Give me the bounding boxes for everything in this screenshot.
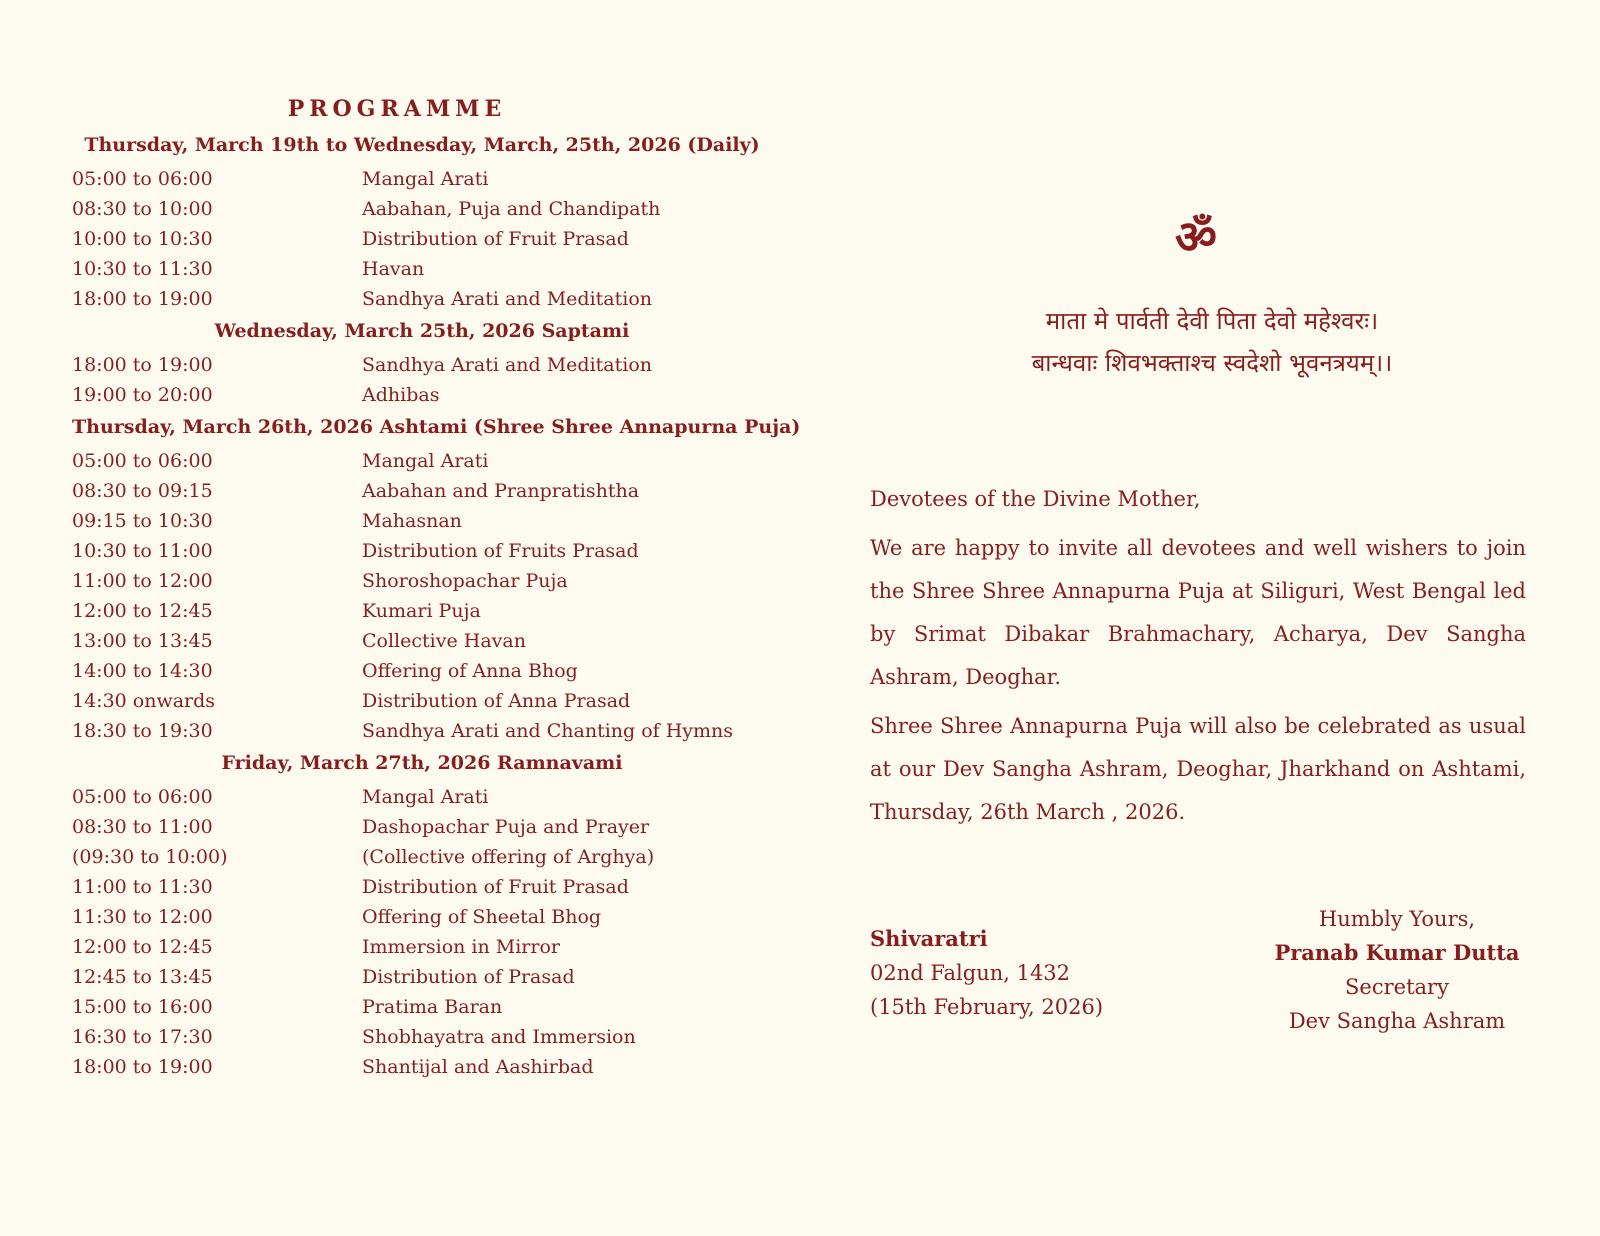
schedule-event: Kumari Puja <box>362 600 481 622</box>
section-heading: Thursday, March 19th to Wednesday, March, 25th, 2026 (Daily) <box>84 134 760 156</box>
schedule-row <box>72 716 772 746</box>
schedule-row <box>72 446 772 476</box>
section-heading: Wednesday, March 25th, 2026 Saptami <box>214 320 630 342</box>
schedule-event: Distribution of Prasad <box>362 966 575 988</box>
schedule-time: 10:30 to 11:00 <box>72 540 213 562</box>
schedule-row <box>72 656 772 686</box>
schedule-event: Dashopachar Puja and Prayer <box>362 816 650 838</box>
schedule-row <box>72 506 772 536</box>
schedule-event: Offering of Sheetal Bhog <box>362 906 602 928</box>
schedule-time: 05:00 to 06:00 <box>72 786 213 808</box>
schedule-row <box>72 782 772 812</box>
schedule-row <box>72 686 772 716</box>
schedule-event: Offering of Anna Bhog <box>362 660 578 682</box>
schedule-row <box>72 164 772 194</box>
schedule-time: 11:00 to 12:00 <box>72 570 213 592</box>
schedule-event: Aabahan, Puja and Chandipath <box>362 198 661 220</box>
bengali-date: 02nd Falgun, 1432 <box>870 961 1071 985</box>
schedule-event: Sandhya Arati and Meditation <box>362 354 653 376</box>
schedule-time: 14:30 onwards <box>72 690 216 712</box>
schedule-event: Immersion in Mirror <box>362 936 560 958</box>
schedule-row <box>72 872 772 902</box>
schedule-event: Mangal Arati <box>362 168 489 190</box>
sanskrit-verse <box>982 300 1442 384</box>
schedule-row <box>72 284 772 314</box>
programme-title: PROGRAMME <box>287 96 507 122</box>
schedule-event: Shantijal and Aashirbad <box>362 1056 594 1078</box>
schedule-row <box>72 902 772 932</box>
schedule-row <box>72 932 772 962</box>
schedule-row <box>72 1052 772 1082</box>
schedule-time: 12:00 to 12:45 <box>72 600 213 622</box>
verse-line-2: बान्धवाः शिवभक्ताश्च स्वदेशो भूवनत्रयम्।। <box>1031 349 1393 377</box>
schedule-row <box>72 1022 772 1052</box>
signatory-name: Pranab Kumar Dutta <box>1274 940 1520 965</box>
schedule-time: 11:00 to 11:30 <box>72 876 213 898</box>
schedule-time: 14:00 to 14:30 <box>72 660 213 682</box>
schedule-time: 08:30 to 09:15 <box>72 480 213 502</box>
schedule-time: 18:00 to 19:00 <box>72 288 213 310</box>
schedule-event: Adhibas <box>362 384 440 406</box>
schedule-row <box>72 476 772 506</box>
schedule-time: 18:00 to 19:00 <box>72 354 213 376</box>
occasion-label: Shivaratri <box>870 926 988 951</box>
schedule-event: Distribution of Anna Prasad <box>362 690 631 712</box>
letter-paragraph-1: We are happy to invite all devotees and well wishers to join the Shree Shree Annapurna Puja at Siliguri, West Bengal led by Srimat Dibakar Brahmachary, Acharya, Dev Sangha Ashram, Deoghar. <box>870 536 1526 689</box>
schedule-time: 05:00 to 06:00 <box>72 450 213 472</box>
schedule-time: 18:30 to 19:30 <box>72 720 213 742</box>
schedule-row <box>72 566 772 596</box>
letter-greeting: Devotees of the Divine Mother, <box>870 487 1201 511</box>
schedule-time: 19:00 to 20:00 <box>72 384 213 406</box>
schedule-row <box>72 992 772 1022</box>
schedule-time: 05:00 to 06:00 <box>72 168 213 190</box>
schedule-event: Pratima Baran <box>362 996 503 1018</box>
schedule-time: 18:00 to 19:00 <box>72 1056 213 1078</box>
schedule-event: Shobhayatra and Immersion <box>362 1026 636 1048</box>
schedule-event: Sandhya Arati and Chanting of Hymns <box>362 720 734 742</box>
schedule-time: 08:30 to 10:00 <box>72 198 213 220</box>
schedule-row <box>72 536 772 566</box>
schedule-time: 10:30 to 11:30 <box>72 258 213 280</box>
schedule-row <box>72 812 772 842</box>
om-symbol: ॐ <box>1175 210 1217 264</box>
programme-sections <box>72 134 801 1082</box>
schedule-row <box>72 380 772 410</box>
signature-block <box>1262 902 1532 1038</box>
schedule-event: Mangal Arati <box>362 786 489 808</box>
section-heading: Thursday, March 26th, 2026 Ashtami (Shree Shree Annapurna Puja) <box>72 416 801 438</box>
schedule-time: 12:45 to 13:45 <box>72 966 213 988</box>
schedule-time: (09:30 to 10:00) <box>72 846 228 868</box>
schedule-time: 11:30 to 12:00 <box>72 906 213 928</box>
schedule-row <box>72 224 772 254</box>
english-date: (15th February, 2026) <box>870 995 1104 1019</box>
schedule-event: Shoroshopachar Puja <box>362 570 568 592</box>
schedule-event: (Collective offering of Arghya) <box>362 846 655 868</box>
schedule-time: 08:30 to 11:00 <box>72 816 213 838</box>
schedule-event: Havan <box>362 258 425 280</box>
schedule-row <box>72 350 772 380</box>
schedule-time: 12:00 to 12:45 <box>72 936 213 958</box>
section-heading: Friday, March 27th, 2026 Ramnavami <box>221 752 623 774</box>
date-block <box>870 922 1103 1024</box>
schedule-event: Aabahan and Pranpratishtha <box>362 480 640 502</box>
schedule-time: 15:00 to 16:00 <box>72 996 213 1018</box>
signatory-designation: Secretary <box>1345 975 1449 999</box>
invitation-letter <box>870 478 1526 840</box>
schedule-row <box>72 962 772 992</box>
schedule-row <box>72 254 772 284</box>
schedule-time: 16:30 to 17:30 <box>72 1026 213 1048</box>
schedule-row <box>72 626 772 656</box>
schedule-event: Mahasnan <box>362 510 462 532</box>
schedule-event: Distribution of Fruits Prasad <box>362 540 639 562</box>
schedule-event: Collective Havan <box>362 630 526 652</box>
signatory-organisation: Dev Sangha Ashram <box>1288 1009 1506 1033</box>
schedule-event: Mangal Arati <box>362 450 489 472</box>
closing-text: Humbly Yours, <box>1318 907 1476 931</box>
schedule-event: Sandhya Arati and Meditation <box>362 288 653 310</box>
schedule-time: 13:00 to 13:45 <box>72 630 213 652</box>
schedule-row <box>72 194 772 224</box>
schedule-row <box>72 842 772 872</box>
programme-panel <box>72 96 801 1082</box>
schedule-event: Distribution of Fruit Prasad <box>362 876 629 898</box>
schedule-event: Distribution of Fruit Prasad <box>362 228 629 250</box>
verse-line-1: माता मे पार्वती देवी पिता देवो महेश्वरः। <box>1045 307 1379 335</box>
schedule-row <box>72 596 772 626</box>
letter-paragraph-2: Shree Shree Annapurna Puja will also be celebrated as usual at our Dev Sangha Ashram, Deoghar, Jharkhand on Ashtami, Thursday, 26th March , 2026. <box>870 714 1526 824</box>
schedule-time: 09:15 to 10:30 <box>72 510 213 532</box>
schedule-time: 10:00 to 10:30 <box>72 228 213 250</box>
